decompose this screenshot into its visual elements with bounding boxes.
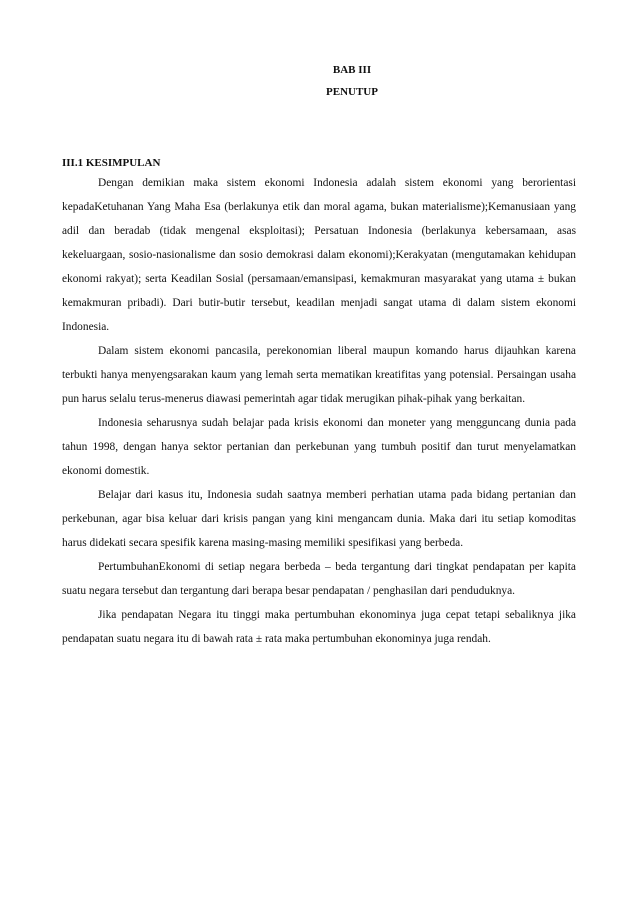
document-page <box>62 59 576 651</box>
paragraph-conclusion-4: Belajar dari kasus itu, Indonesia sudah saatnya memberi perhatian utama pada bidang pertanian dan perkebunan, agar bisa keluar dari krisis pangan yang kini mengancam dunia. Maka dari itu setiap komoditas harus didekati secara spesifik karena masing-masing memiliki spesifikasi yang berbeda. <box>62 489 576 549</box>
section-heading: III.1 KESIMPULAN <box>62 157 161 169</box>
chapter-number: BAB III <box>332 64 372 76</box>
chapter-title: PENUTUP <box>326 86 378 98</box>
paragraph-conclusion-1: Dengan demikian maka sistem ekonomi Indonesia adalah sistem ekonomi yang berorientasi kepadaKetuhanan Yang Maha Esa (berlakunya etik dan moral agama, bukan materialisme);Kemanusiaan yang adil dan beradab (tidak mengenal eksploitasi); Persatuan Indonesia (berlakunya kebersamaan, asas kekeluargaan, sosio-nasionalisme dan sosio demokrasi dalam ekonomi);Kerakyatan (mengutamakan kehidupan ekonomi rakyat); serta Keadilan Sosial (persamaan/emansipasi, kemakmuran masyarakat yang utama ± bukan kemakmuran pribadi). Dari butir-butir tersebut, keadilan menjadi sangat utama di dalam sistem ekonomi Indonesia. <box>62 177 576 333</box>
paragraph-conclusion-5: PertumbuhanEkonomi di setiap negara berbeda – beda tergantung dari tingkat pendapatan per kapita suatu negara tersebut dan tergantung dari berapa besar pendapatan / penghasilan dari penduduknya. <box>62 561 576 597</box>
paragraph-conclusion-6: Jika pendapatan Negara itu tinggi maka pertumbuhan ekonominya juga cepat tetapi sebaliknya jika pendapatan suatu negara itu di bawah rata ± rata maka pertumbuhan ekonominya juga rendah. <box>62 609 576 645</box>
paragraph-conclusion-3: Indonesia seharusnya sudah belajar pada krisis ekonomi dan moneter yang mengguncang dunia pada tahun 1998, dengan hanya sektor pertanian dan perkebunan yang tumbuh positif dan turut menyelamatkan ekonomi domestik. <box>62 417 576 477</box>
paragraph-conclusion-2: Dalam sistem ekonomi pancasila, perekonomian liberal maupun komando harus dijauhkan karena terbukti hanya menyengsarakan kaum yang lemah serta mematikan kreatifitas yang potensial. Persaingan usaha pun harus selalu terus-menerus diawasi pemerintah agar tidak merugikan pihak-pihak yang berkaitan. <box>62 345 576 405</box>
